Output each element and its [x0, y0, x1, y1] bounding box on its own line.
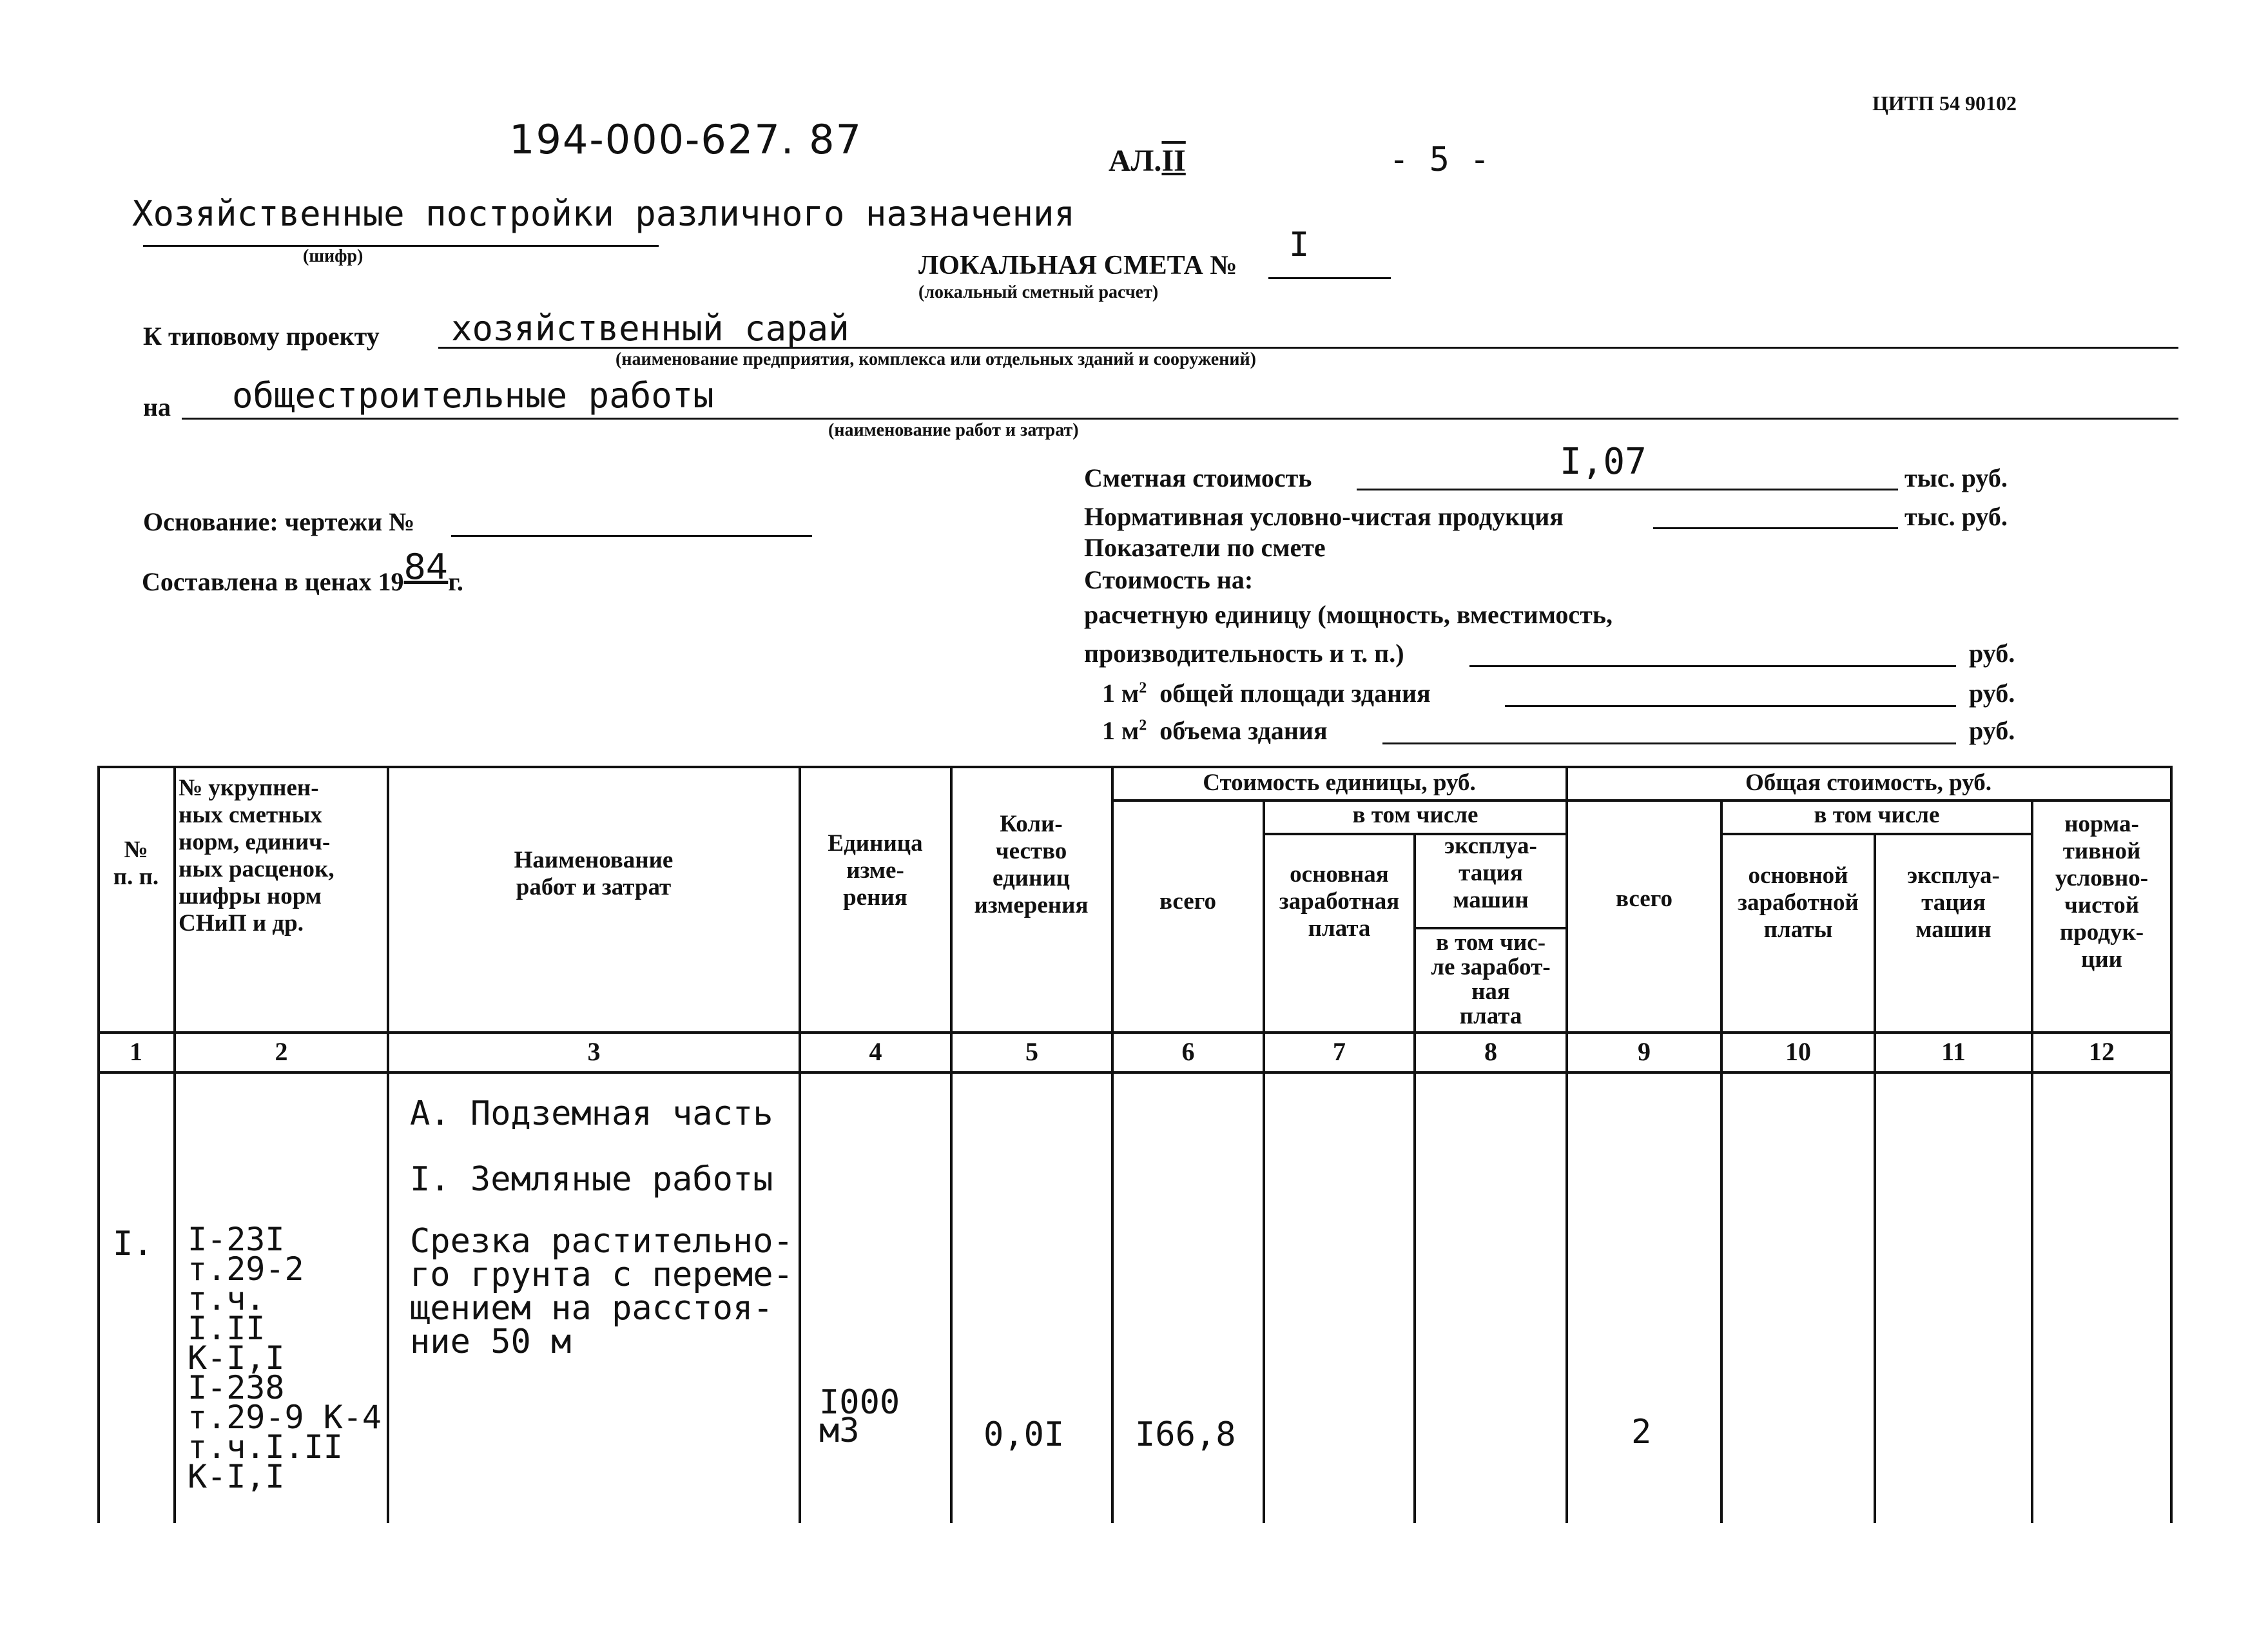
document-code: 194-000-627. 87 [509, 116, 863, 163]
col-number-4: 4 [869, 1037, 882, 1066]
row-number: I. [113, 1225, 153, 1263]
row-norms: I-23I т.29-2 т.ч. I.II К-I,I I-238 т.29-9 К-4 т.ч.I.II К-I,I [188, 1225, 382, 1491]
cipher-caption: (шифр) [303, 246, 363, 266]
header-col9: всего [1615, 886, 1673, 912]
calc-unit-underline [1469, 665, 1956, 667]
header-col6: всего [1159, 888, 1217, 915]
header-col8-top: эксплуа- тация машин [1444, 833, 1537, 913]
project-cipher: Хозяйственные постройки различного назначения [132, 193, 1075, 234]
total-cost-group-header: Общая стоимость, руб. [1745, 770, 1992, 796]
header-col2: № укрупнен- ных сметных норм, единич- ных расценок, шифры норм СНиП и др. [179, 775, 334, 936]
estimate-table [97, 766, 2173, 1523]
estimate-subtitle: (локальный сметный расчет) [918, 282, 1159, 302]
area-rub: руб. [1969, 679, 2015, 708]
col-divider-1 [173, 766, 176, 1523]
col-number-5: 5 [1025, 1037, 1038, 1066]
col-divider-5 [1111, 766, 1114, 1523]
col-number-7: 7 [1333, 1037, 1346, 1066]
project-value: хозяйственный сарай [451, 308, 849, 349]
project-caption: (наименование предприятия, комплекса или отдельных зданий и сооружений) [615, 349, 1256, 369]
col-number-6: 6 [1181, 1037, 1195, 1066]
estimated-cost-unit: тыс. руб. [1905, 463, 2008, 492]
prices-year: 84 [403, 547, 449, 587]
normative-label: Нормативная условно-чистая продукция [1084, 502, 1564, 531]
row-total: 2 [1631, 1413, 1652, 1451]
volume-rub: руб. [1969, 716, 2015, 745]
works-value: общестроительные работы [232, 375, 714, 416]
album-label-text: АЛ. [1109, 144, 1162, 178]
estimate-number: I [1289, 226, 1310, 264]
volume-underline [1382, 742, 1956, 744]
drawings-underline [451, 535, 812, 537]
including-header-2: в том числе [1814, 802, 1940, 828]
calc-unit-rub: руб. [1969, 639, 2015, 668]
estimated-cost-value: I,07 [1560, 441, 1647, 483]
column-numbers-bottom-border [97, 1071, 2173, 1074]
prices-line [142, 547, 463, 599]
prices-suffix: г. [448, 567, 463, 596]
page-number: - 5 - [1389, 141, 1490, 179]
works-underline [182, 418, 2178, 420]
col-number-12: 12 [2089, 1037, 2115, 1066]
project-label: К типовому проекту [143, 322, 380, 351]
drawings-label: Основание: чертежи № [143, 507, 415, 536]
col-divider-8 [1565, 766, 1568, 1523]
prices-label: Составлена в ценах 19 [142, 567, 404, 596]
col-number-2: 2 [275, 1037, 288, 1066]
row-unit-total: I66,8 [1135, 1415, 1236, 1454]
area-label-sup: 2 [1139, 679, 1147, 697]
header-col8-bottom: в том чис- ле заработ- ная плата [1431, 929, 1551, 1029]
col-number-1: 1 [130, 1037, 142, 1066]
header-col3: Наименование работ и затрат [514, 847, 674, 900]
header-col12: норма- тивной условно- чистой продук- ции [2055, 811, 2149, 973]
works-label: на [143, 393, 171, 422]
works-caption: (наименование работ и затрат) [828, 420, 1079, 440]
estimated-cost-label: Сметная стоимость [1084, 463, 1312, 492]
col-number-3: 3 [587, 1037, 601, 1066]
publisher-stamp: ЦИТП 54 90102 [1872, 92, 2017, 115]
estimate-number-underline [1268, 277, 1391, 279]
header-bottom-border [97, 1031, 2173, 1034]
area-label-prefix: 1 м [1102, 679, 1139, 708]
cipher-underline [143, 245, 659, 247]
volume-label-text: объема здания [1159, 716, 1328, 745]
normative-underline [1653, 527, 1898, 529]
album-label [1109, 143, 1186, 179]
volume-label-prefix: 1 м [1102, 716, 1139, 745]
area-underline [1505, 705, 1956, 707]
row-quantity: 0,0I [984, 1415, 1065, 1454]
header-col4: Единица изме- рения [828, 830, 923, 911]
header-col1: № п. п. [113, 837, 159, 890]
area-label-text: общей площади здания [1159, 679, 1431, 708]
album-number: II [1161, 144, 1186, 178]
section-a-heading: А. Подземная часть [410, 1094, 773, 1133]
project-underline [438, 347, 2178, 349]
estimated-cost-underline [1357, 489, 1898, 490]
col-number-9: 9 [1638, 1037, 1651, 1066]
volume-label-sup: 2 [1139, 717, 1147, 734]
row-unit: I000 м3 [819, 1383, 900, 1450]
table-top-border [97, 766, 2173, 768]
col-number-8: 8 [1484, 1037, 1497, 1066]
header-col10: основной заработной платы [1738, 862, 1859, 943]
table-right-border [2170, 766, 2173, 1523]
estimate-title: ЛОКАЛЬНАЯ СМЕТА № [918, 251, 1237, 280]
calc-unit-line1: расчетную единицу (мощность, вместимость, [1084, 600, 1613, 629]
col-number-10: 10 [1785, 1037, 1811, 1066]
including-header-1: в том числе [1352, 802, 1478, 828]
unit-cost-group-header: Стоимость единицы, руб. [1203, 770, 1476, 796]
section-1-heading: I. Земляные работы [410, 1160, 773, 1199]
col-number-11: 11 [1941, 1037, 1966, 1066]
indicators-label: Показатели по смете [1084, 533, 1326, 562]
header-col11: эксплуа- тация машин [1907, 862, 2000, 943]
volume-label [1102, 715, 1328, 746]
cost-on-label: Стоимость на: [1084, 565, 1254, 594]
area-label [1102, 678, 1431, 708]
header-col7: основная заработная плата [1279, 861, 1400, 942]
row-name: Срезка растительно- го грунта с переме- щением на расстоя- ние 50 м [410, 1222, 793, 1361]
normative-unit: тыс. руб. [1905, 502, 2008, 531]
calc-unit-line2: производительность и т. п.) [1084, 639, 1404, 668]
header-col5: Коли- чество единиц измерения [974, 811, 1089, 918]
